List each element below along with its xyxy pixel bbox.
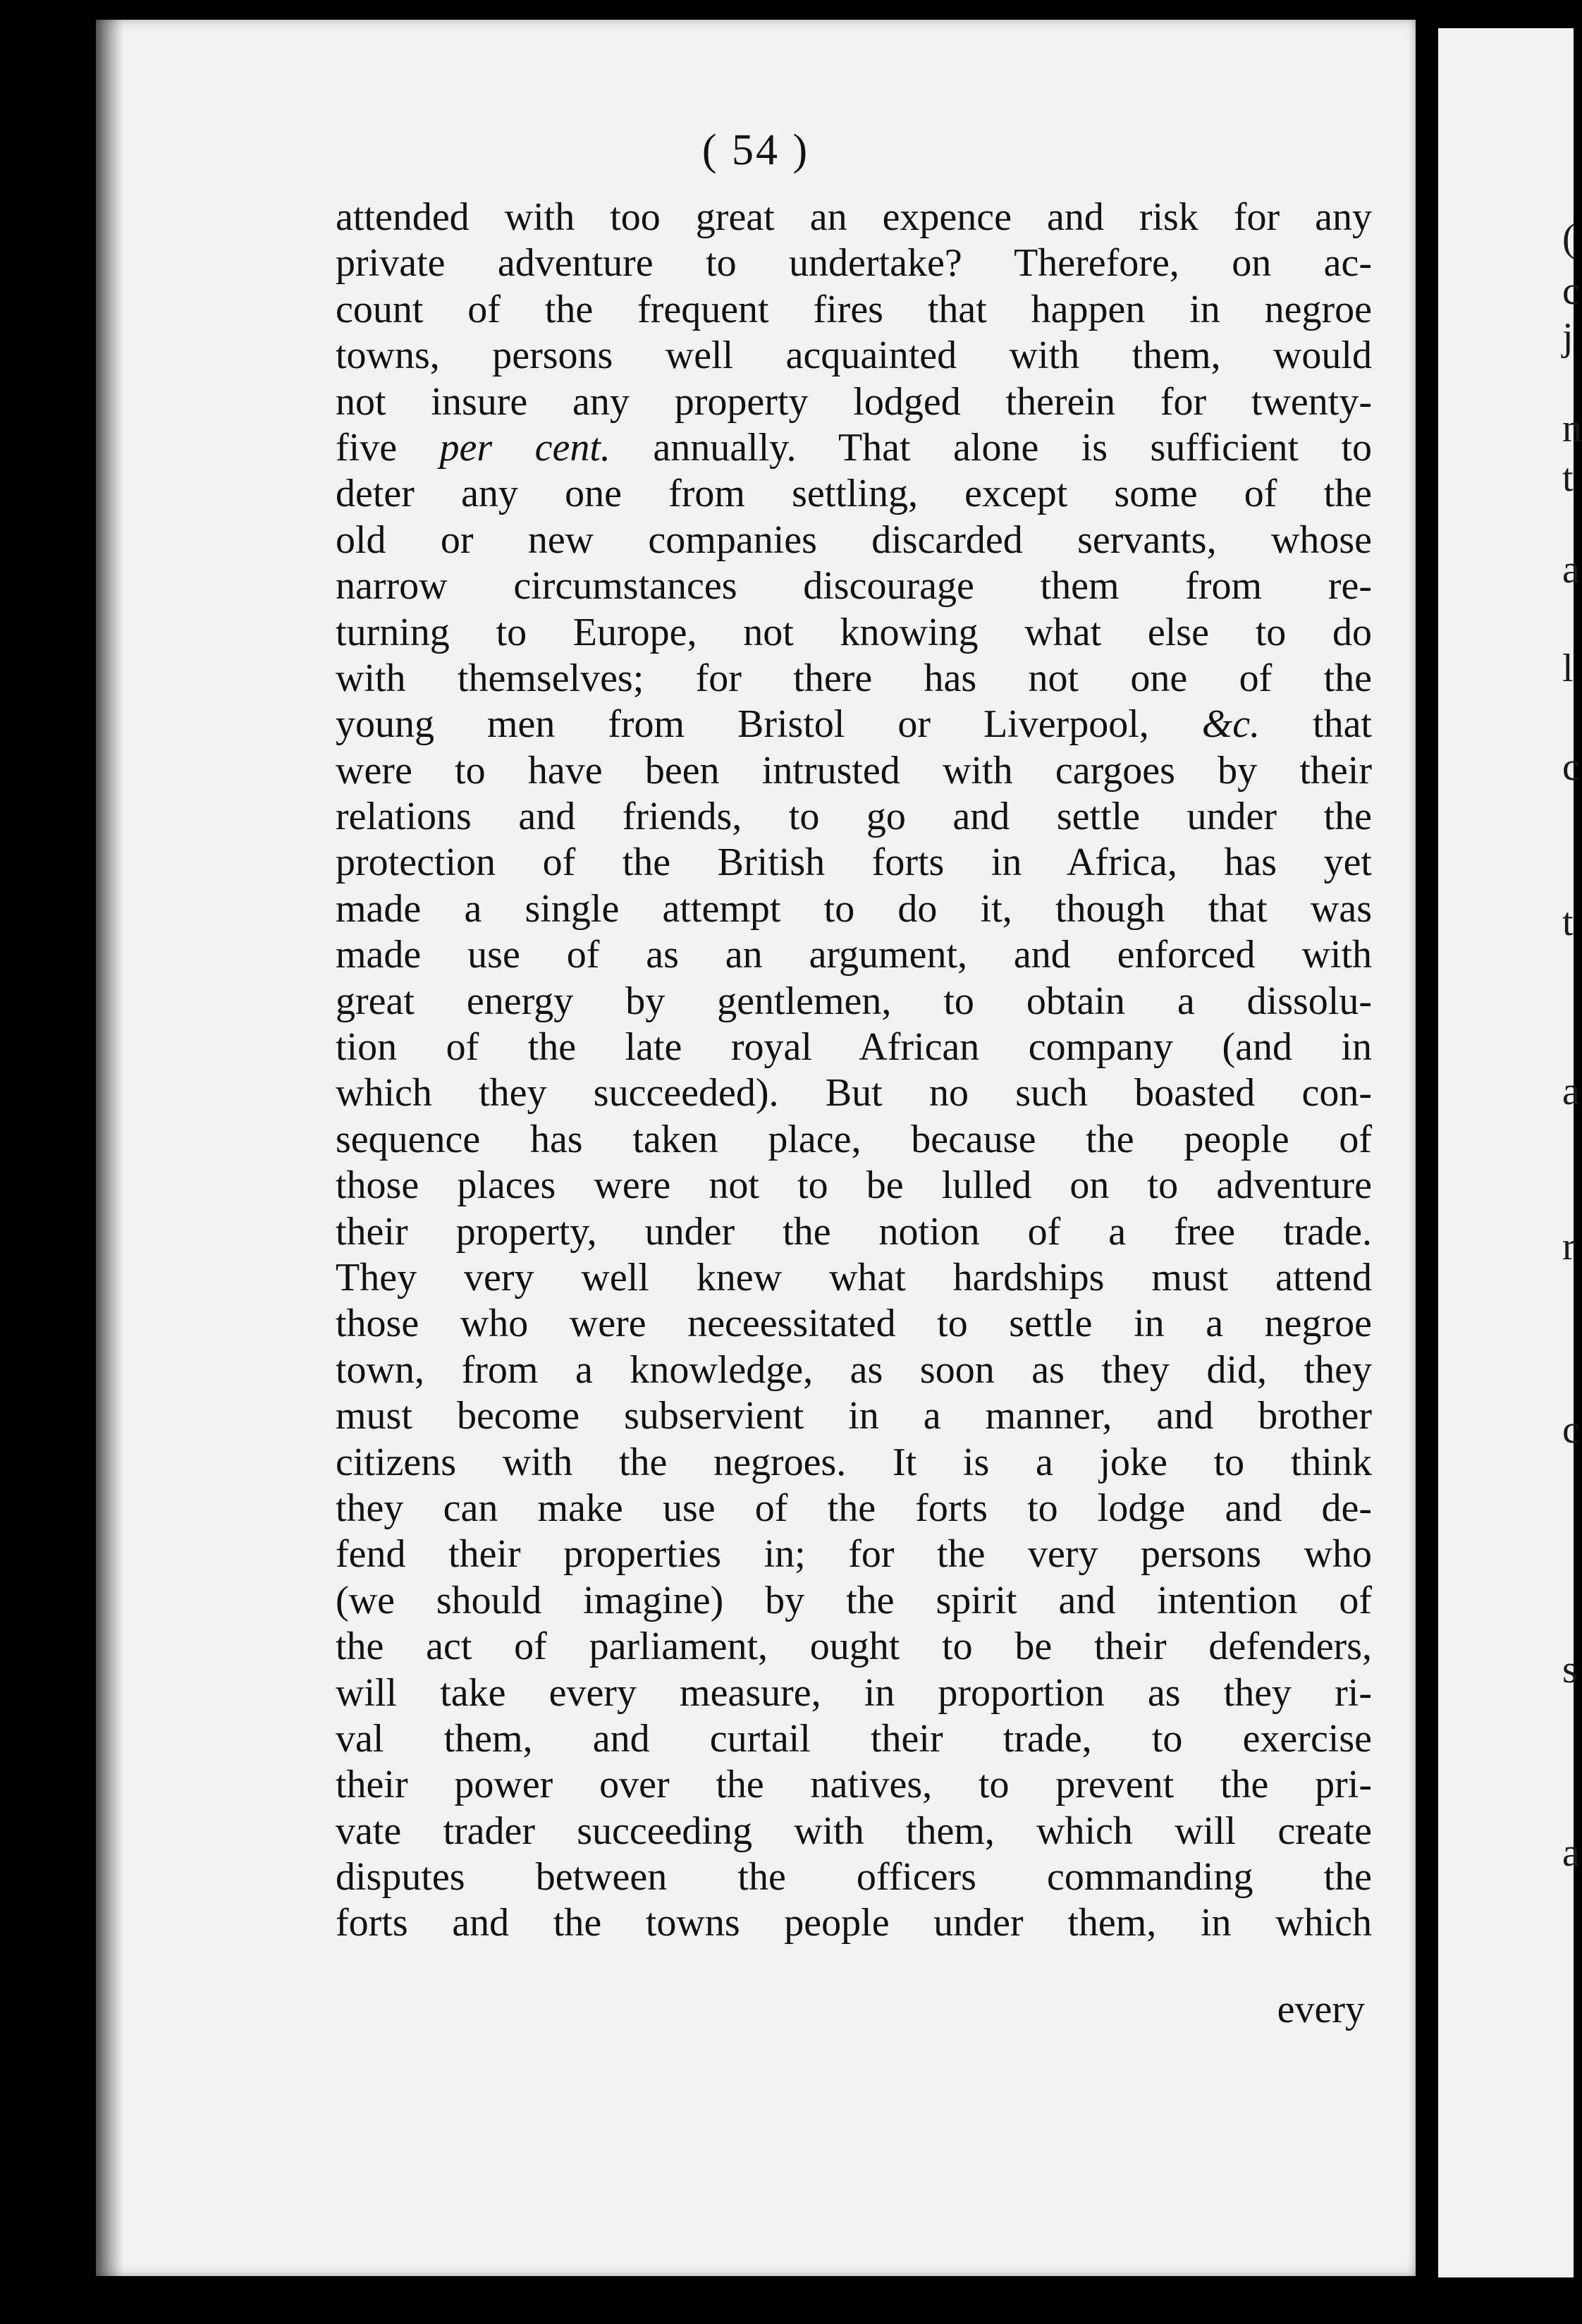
edge-glyph: r — [1562, 1225, 1576, 1268]
text-line: town, from a knowledge, as soon as they did, they — [336, 1347, 1372, 1392]
edge-glyph: a — [1562, 548, 1580, 592]
edge-glyph: l — [1562, 647, 1574, 690]
text-line: citizens with the negroes. It is a joke to think — [336, 1440, 1372, 1484]
text-segment: that — [1260, 702, 1372, 747]
edge-glyph: j — [1562, 315, 1574, 359]
text-line: fend their properties in; for the very persons who — [336, 1532, 1372, 1577]
text-line: made a single attempt to do it, though that was — [336, 886, 1372, 931]
text-line: (we should imagine) by the spirit and intention of — [336, 1578, 1372, 1622]
text-segment: five — [336, 425, 440, 470]
page-number-header: ( 54 ) — [701, 126, 810, 174]
catchword: every — [1277, 1988, 1365, 2031]
italic-phrase: per cent. — [439, 425, 611, 470]
edge-glyph: c — [1562, 1408, 1580, 1452]
text-line: must become subservient in a manner, and brother — [336, 1394, 1372, 1438]
edge-glyph: a — [1562, 1831, 1580, 1875]
text-line: their property, under the notion of a free trade. — [336, 1209, 1372, 1254]
text-segment: young men from Bristol or Liverpool, — [336, 702, 1202, 747]
edge-glyph: t — [1562, 900, 1574, 944]
text-segment: annually. That alone is sufficient to — [610, 425, 1373, 470]
text-line: with themselves; for there has not one of the — [336, 656, 1372, 700]
text-line: forts and the towns people under them, in which — [336, 1901, 1372, 1945]
edge-glyph: c — [1562, 745, 1580, 789]
text-line: attended with too great an expence and risk for any — [336, 195, 1372, 239]
text-line: val them, and curtail their trade, to exercise — [336, 1716, 1372, 1761]
text-line-with-italic — [336, 425, 1372, 471]
edge-glyph: a — [1562, 1070, 1580, 1113]
body-text — [336, 195, 1372, 1947]
text-line: vate trader succeeding with them, which will create — [336, 1809, 1372, 1853]
text-line: not insure any property lodged therein for twenty- — [336, 379, 1372, 424]
text-line: they can make use of the forts to lodge and de- — [336, 1486, 1372, 1530]
text-line: old or new companies discarded servants, whose — [336, 518, 1372, 562]
text-line: were to have been intrusted with cargoes by their — [336, 748, 1372, 793]
text-line: which they succeeded). But no such boasted con- — [336, 1071, 1372, 1115]
text-line: their power over the natives, to prevent the pri- — [336, 1763, 1372, 1807]
text-line-with-italic — [336, 702, 1372, 747]
edge-glyph: t — [1562, 456, 1574, 500]
text-line: will take every measure, in proportion as they ri- — [336, 1670, 1372, 1715]
book-page — [96, 20, 1416, 2276]
gutter-shadow — [96, 20, 124, 2276]
text-line: great energy by gentlemen, to obtain a dissolu- — [336, 979, 1372, 1023]
edge-glyph: c — [1562, 269, 1580, 313]
text-line: private adventure to undertake? Therefore, on ac- — [336, 241, 1372, 286]
text-line: protection of the British forts in Africa, has yet — [336, 840, 1372, 885]
text-line: narrow circumstances discourage them from re- — [336, 564, 1372, 608]
text-line: the act of parliament, ought to be their defenders, — [336, 1625, 1372, 1669]
text-line: sequence has taken place, because the people of — [336, 1117, 1372, 1161]
facing-page-edge — [1438, 28, 1582, 2277]
text-line: tion of the late royal African company (and in — [336, 1025, 1372, 1070]
text-line: those places were not to be lulled on to adventure — [336, 1163, 1372, 1208]
text-line: towns, persons well acquainted with them, would — [336, 334, 1372, 378]
text-line: made use of as an argument, and enforced with — [336, 933, 1372, 977]
edge-glyph: n — [1562, 407, 1582, 451]
text-line: turning to Europe, not knowing what else to do — [336, 610, 1372, 654]
text-line: those who were neceessitated to settle in a negroe — [336, 1302, 1372, 1346]
text-line: They very well knew what hardships must attend — [336, 1255, 1372, 1299]
italic-phrase: &c. — [1201, 702, 1261, 747]
text-line: deter any one from settling, except some of the — [336, 472, 1372, 516]
text-line: count of the frequent fires that happen in negroe — [336, 287, 1372, 331]
text-line: relations and friends, to go and settle under the — [336, 795, 1372, 839]
edge-glyph: ( — [1562, 216, 1576, 260]
text-line: disputes between the officers commanding the — [336, 1855, 1372, 1900]
edge-glyph: s — [1562, 1648, 1578, 1692]
